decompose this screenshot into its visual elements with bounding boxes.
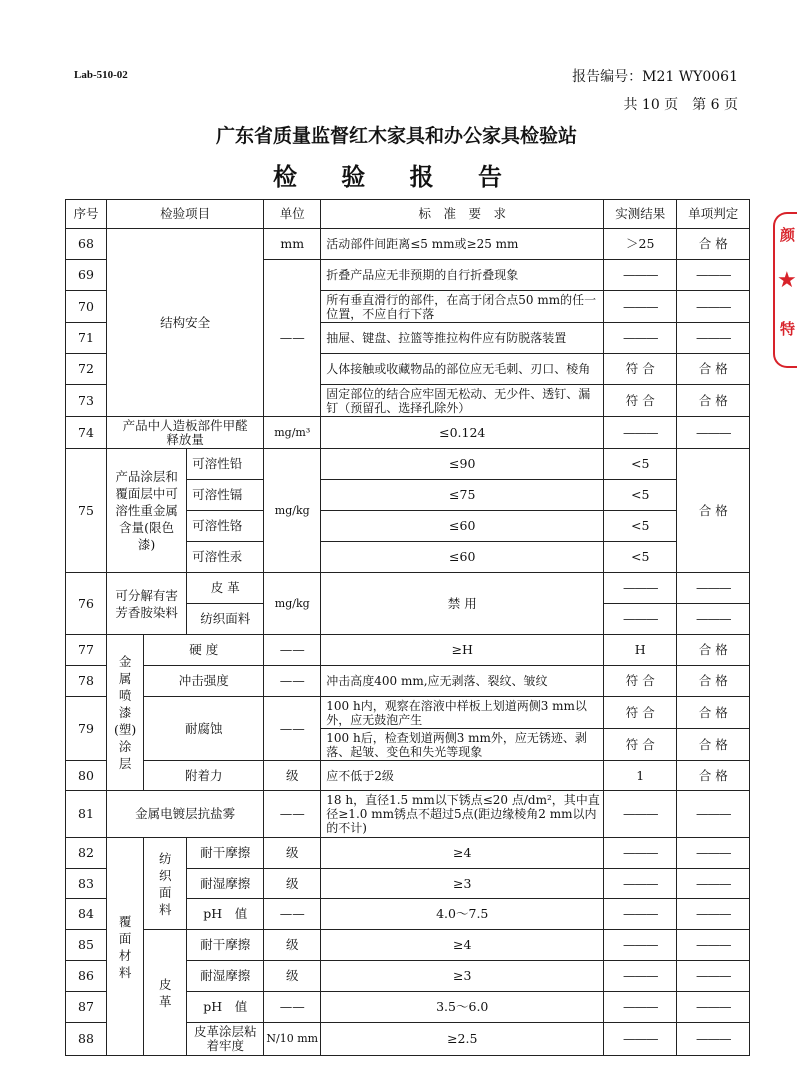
table-row [66,838,750,869]
verdict-cell: ——— [677,417,750,449]
star-icon: ★ [777,268,797,293]
report-number: 报告编号：M21 WY0061 [572,69,738,85]
result-cell: 符 合 [604,385,677,417]
stamp-char: 颜 [780,226,796,244]
result-cell: ——— [604,573,677,604]
header-no: 序号 [66,200,107,229]
row-no: 71 [66,323,107,354]
item-cell: 皮革涂层粘着牢度 [187,1023,264,1056]
result-cell: <5 [604,480,677,511]
header-result: 实测结果 [604,200,677,229]
unit-cell: —— [264,666,321,697]
row-no: 77 [66,635,107,666]
stamp-char: 特 [780,320,796,338]
standard-cell: 应不低于2级 [321,761,604,791]
verdict-cell: ——— [677,838,750,869]
unit-cell: —— [264,791,321,838]
row-no: 83 [66,869,107,899]
result-cell: ——— [604,604,677,635]
result-cell: ——— [604,869,677,899]
item-cell: pH 值 [187,899,264,930]
result-cell: ——— [604,992,677,1023]
page-info: 共 10 页 第 6 页 [623,97,738,113]
result-cell: 符 合 [604,729,677,761]
unit-cell: mg/kg [264,573,321,635]
table-row [66,761,750,791]
item-group-leather: 皮革 [144,930,187,1056]
standard-cell: ≤90 [321,449,604,480]
row-no: 70 [66,291,107,323]
standard-cell: 3.5～6.0 [321,992,604,1023]
standard-cell: ≤60 [321,542,604,573]
organization-title: 广东省质量监督红木家具和办公家具检验站 [215,125,577,147]
result-cell: 符 合 [604,697,677,729]
item-group-cover: 覆面材料 [107,838,144,1056]
item-cell: 附着力 [144,761,264,791]
standard-cell: 抽屉、键盘、拉篮等推拉构件应有防脱落装置 [321,323,604,354]
verdict-cell: ——— [677,930,750,961]
standard-cell: ≥4 [321,838,604,869]
inspection-stamp [773,212,797,368]
row-no: 88 [66,1023,107,1056]
table-header-row [66,200,750,229]
standard-cell: 18 h，直径1.5 mm以下锈点≤20 点/dm²，其中直径≥1.0 mm锈点不超过5点(距边缘棱角2 mm以内的不计) [321,791,604,838]
item-cell: 耐腐蚀 [144,697,264,761]
row-no: 85 [66,930,107,961]
result-cell: H [604,635,677,666]
verdict-cell: 合 格 [677,635,750,666]
table-row [66,573,750,604]
row-no: 81 [66,791,107,838]
verdict-cell: 合 格 [677,666,750,697]
unit-cell: N/10 mm [264,1023,321,1056]
verdict-cell: 合 格 [677,385,750,417]
row-no: 79 [66,697,107,761]
standard-cell: 4.0～7.5 [321,899,604,930]
standard-cell: 人体接触或收藏物品的部位应无毛刺、刃口、棱角 [321,354,604,385]
unit-cell: —— [264,992,321,1023]
verdict-cell: ——— [677,573,750,604]
unit-cell: 级 [264,930,321,961]
standard-cell: ≥H [321,635,604,666]
result-cell: ——— [604,291,677,323]
standard-cell: ≤60 [321,511,604,542]
standard-cell: 禁 用 [321,573,604,635]
standard-cell: ≤75 [321,480,604,511]
verdict-cell: 合 格 [677,354,750,385]
row-no: 68 [66,229,107,260]
verdict-cell: ——— [677,260,750,291]
unit-cell: 级 [264,761,321,791]
unit-cell: —— [264,635,321,666]
item-group-dye: 可分解有害芳香胺染料 [107,573,187,635]
item-group-textile: 纺织面料 [144,838,187,930]
verdict-cell: ——— [677,961,750,992]
item-group-structure: 结构安全 [107,229,264,417]
sub-item-cell: 可溶性镉 [187,480,264,511]
result-cell: ——— [604,961,677,992]
lab-code: Lab-510-02 [74,69,128,81]
row-no: 80 [66,761,107,791]
header-verdict: 单项判定 [677,200,750,229]
unit-cell: mg/kg [264,449,321,573]
standard-cell: ≥3 [321,869,604,899]
unit-cell: mm [264,229,321,260]
row-no: 69 [66,260,107,291]
row-no: 74 [66,417,107,449]
verdict-cell: ——— [677,992,750,1023]
standard-cell: ≥4 [321,930,604,961]
row-no: 78 [66,666,107,697]
result-cell: <5 [604,511,677,542]
standard-cell: ≥3 [321,961,604,992]
verdict-cell: ——— [677,604,750,635]
table-row [66,666,750,697]
unit-cell: 级 [264,869,321,899]
standard-cell: ≤0.124 [321,417,604,449]
row-no: 84 [66,899,107,930]
result-cell: ——— [604,838,677,869]
result-cell: <5 [604,542,677,573]
item-cell: pH 值 [187,992,264,1023]
unit-cell: —— [264,260,321,417]
item-group-metal: 金属喷漆(塑)涂层 [107,635,144,791]
row-no: 76 [66,573,107,635]
row-no: 72 [66,354,107,385]
result-cell: ＞25 [604,229,677,260]
result-cell: ——— [604,417,677,449]
verdict-cell: 合 格 [677,229,750,260]
sub-item-cell: 可溶性铅 [187,449,264,480]
verdict-cell: ——— [677,899,750,930]
item-cell: 产品中人造板部件甲醛释放量 [107,417,264,449]
table-row [66,930,750,961]
standard-cell: 100 h内，观察在溶液中样板上划道两侧3 mm以外，应无鼓泡产生 [321,697,604,729]
result-cell: ——— [604,899,677,930]
item-cell: 耐干摩擦 [187,930,264,961]
standard-cell: 100 h后，检查划道两侧3 mm外，应无锈迹、剥落、起皱、变色和失光等现象 [321,729,604,761]
row-no: 82 [66,838,107,869]
table-row [66,449,750,480]
verdict-cell: ——— [677,869,750,899]
header-unit: 单位 [264,200,321,229]
header-standard: 标 准 要 求 [321,200,604,229]
result-cell: ——— [604,260,677,291]
item-cell: 耐湿摩擦 [187,869,264,899]
table-row [66,791,750,838]
result-cell: ——— [604,1023,677,1056]
item-cell: 耐干摩擦 [187,838,264,869]
sub-item-cell: 纺织面料 [187,604,264,635]
sub-item-cell: 可溶性汞 [187,542,264,573]
verdict-cell: ——— [677,323,750,354]
table-row [66,229,750,260]
item-cell: 硬 度 [144,635,264,666]
verdict-cell: 合 格 [677,729,750,761]
document-title: 检 验 报 告 [272,163,521,191]
result-cell: <5 [604,449,677,480]
result-cell: 符 合 [604,354,677,385]
standard-cell: 固定部位的结合应牢固无松动、无少件、透钉、漏钉（预留孔、选择孔除外） [321,385,604,417]
table-row [66,417,750,449]
row-no: 87 [66,992,107,1023]
result-cell: ——— [604,930,677,961]
item-cell: 金属电镀层抗盐雾 [107,791,264,838]
unit-cell: mg/m³ [264,417,321,449]
result-cell: ——— [604,323,677,354]
item-cell: 耐湿摩擦 [187,961,264,992]
item-cell: 冲击强度 [144,666,264,697]
verdict-cell: 合 格 [677,697,750,729]
unit-cell: —— [264,899,321,930]
result-cell: 1 [604,761,677,791]
item-group-coating: 产品涂层和覆面层中可溶性重金属含量(限色漆) [107,449,187,573]
verdict-cell: ——— [677,291,750,323]
row-no: 75 [66,449,107,573]
result-cell: ——— [604,791,677,838]
table-row [66,635,750,666]
verdict-cell: 合 格 [677,761,750,791]
standard-cell: 冲击高度400 mm,应无剥落、裂纹、皱纹 [321,666,604,697]
result-cell: 符 合 [604,666,677,697]
inspection-table [65,199,750,1056]
verdict-cell: 合 格 [677,449,750,573]
standard-cell: 活动部件间距离≤5 mm或≥25 mm [321,229,604,260]
verdict-cell: ——— [677,791,750,838]
sub-item-cell: 皮 革 [187,573,264,604]
unit-cell: 级 [264,838,321,869]
row-no: 86 [66,961,107,992]
sub-item-cell: 可溶性铬 [187,511,264,542]
row-no: 73 [66,385,107,417]
header-item: 检验项目 [107,200,264,229]
standard-cell: ≥2.5 [321,1023,604,1056]
unit-cell: 级 [264,961,321,992]
standard-cell: 所有垂直滑行的部件，在高于闭合点50 mm的任一位置，不应自行下落 [321,291,604,323]
verdict-cell: ——— [677,1023,750,1056]
unit-cell: —— [264,697,321,761]
table-row [66,697,750,729]
standard-cell: 折叠产品应无非预期的自行折叠现象 [321,260,604,291]
